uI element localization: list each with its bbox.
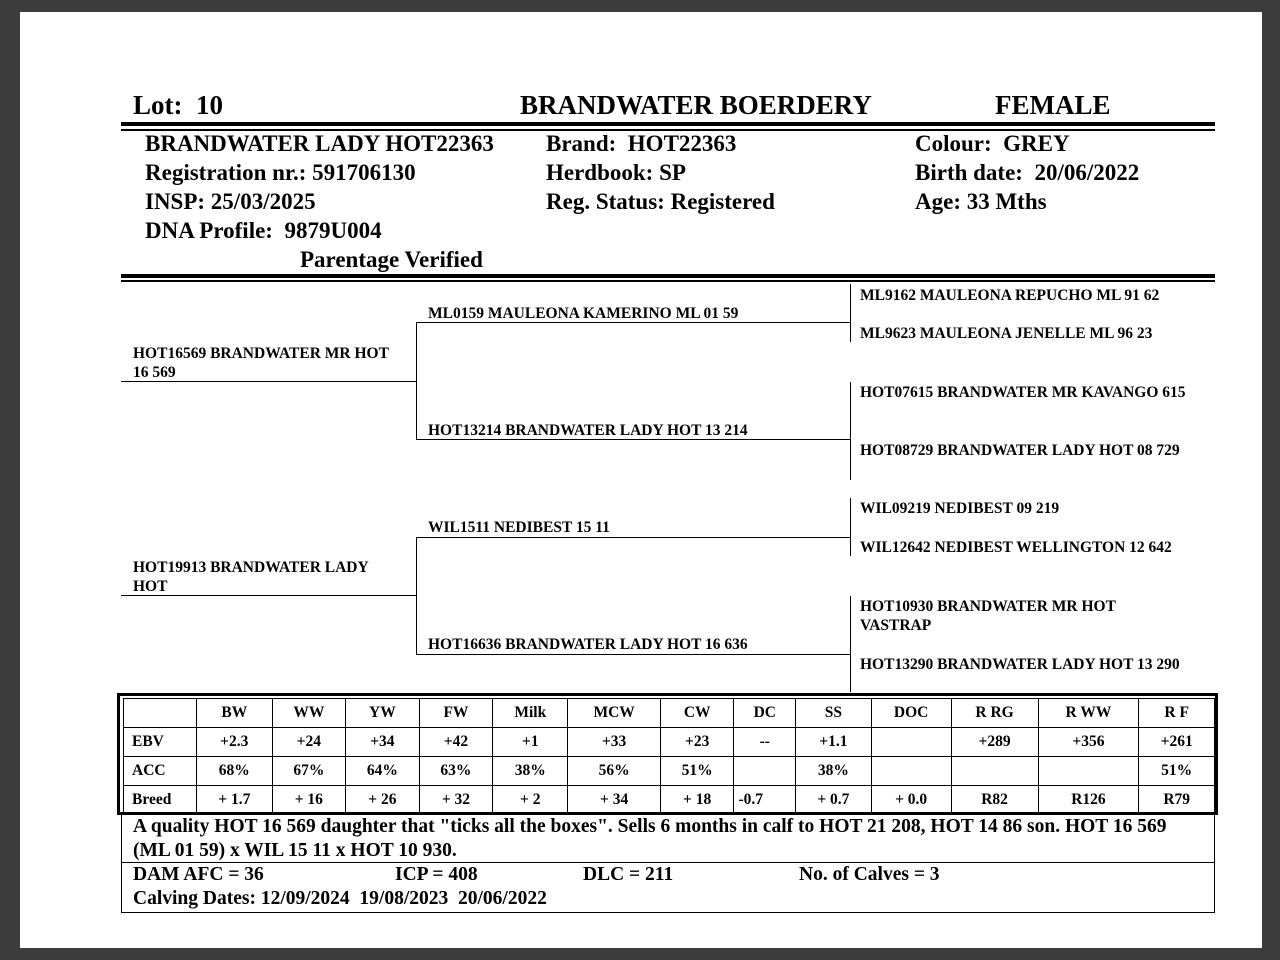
pedigree-ggp: HOT13290 BRANDWATER LADY HOT 13 290 (860, 656, 1180, 673)
table-cell: + 32 (419, 786, 493, 815)
column-header: R WW (1038, 699, 1139, 728)
header-rule (121, 122, 1215, 126)
table-cell: 67% (272, 757, 346, 786)
table-cell: +34 (346, 728, 420, 757)
ebv-table (123, 698, 1215, 815)
brand: Brand: HOT22363 (546, 131, 737, 156)
dam-bracket (416, 537, 417, 655)
dam-line (121, 595, 416, 596)
table-cell: +356 (1038, 728, 1139, 757)
ggp-bracket-2 (850, 382, 851, 480)
ggp-bracket-3 (850, 498, 851, 556)
pedigree-dam: HOT19913 BRANDWATER LADY HOT (133, 559, 369, 595)
table-cell: -- (734, 728, 796, 757)
table-cell: R82 (951, 786, 1038, 815)
table-cell: + 0.7 (796, 786, 872, 815)
column-header: WW (272, 699, 346, 728)
pedigree-dam-sire: WIL1511 NEDIBEST 15 11 (428, 519, 610, 536)
table-cell (1038, 757, 1139, 786)
sire-dam-line (416, 439, 850, 440)
row-label: EBV (124, 728, 197, 757)
table-cell: +1.1 (796, 728, 872, 757)
registration-number: Registration nr.: 591706130 (145, 160, 416, 185)
reg-status: Reg. Status: Registered (546, 189, 775, 214)
colour: Colour: GREY (915, 131, 1070, 156)
table-cell: +289 (951, 728, 1038, 757)
column-header: FW (419, 699, 493, 728)
pedigree-ggp: WIL12642 NEDIBEST WELLINGTON 12 642 (860, 539, 1172, 556)
table-cell (871, 728, 951, 757)
dna-profile: DNA Profile: 9879U004 (145, 218, 382, 243)
insp-date: INSP: 25/03/2025 (145, 189, 316, 214)
pedigree-sire-sire: ML0159 MAULEONA KAMERINO ML 01 59 (428, 305, 739, 322)
table-cell: +23 (660, 728, 734, 757)
table-cell: + 0.0 (871, 786, 951, 815)
table-cell (734, 757, 796, 786)
pedigree-ggp: ML9623 MAULEONA JENELLE ML 96 23 (860, 325, 1153, 342)
herdbook: Herdbook: SP (546, 160, 686, 185)
info-rule-thin (121, 280, 1215, 282)
table-cell: 51% (660, 757, 734, 786)
table-cell: + 1.7 (197, 786, 273, 815)
table-cell: 38% (796, 757, 872, 786)
pedigree-ggp: ML9162 MAULEONA REPUCHO ML 91 62 (860, 287, 1160, 304)
sex-label: FEMALE (995, 90, 1111, 120)
animal-name: BRANDWATER LADY HOT22363 (145, 131, 494, 156)
table-cell: + 2 (493, 786, 568, 815)
breeder-name: BRANDWATER BOERDERY (520, 90, 872, 120)
table-cell: R79 (1139, 786, 1215, 815)
catalogue-page (20, 12, 1262, 948)
sire-bracket (416, 322, 417, 440)
table-cell: -0.7 (734, 786, 796, 815)
sire-sire-line (416, 322, 850, 323)
column-header: YW (346, 699, 420, 728)
table-cell: + 34 (568, 786, 661, 815)
dlc: DLC = 211 (583, 864, 674, 885)
table-cell: +42 (419, 728, 493, 757)
table-cell (951, 757, 1038, 786)
lot-label: Lot: 10 (133, 90, 223, 120)
column-header: MCW (568, 699, 661, 728)
remarks-divider (121, 862, 1215, 863)
column-header: R RG (951, 699, 1038, 728)
ggp-bracket-4 (850, 596, 851, 692)
table-cell: +2.3 (197, 728, 273, 757)
table-cell: 51% (1139, 757, 1215, 786)
dam-dam-line (416, 654, 850, 655)
pedigree-ggp: WIL09219 NEDIBEST 09 219 (860, 500, 1060, 517)
sire-line (121, 381, 416, 382)
table-cell: 38% (493, 757, 568, 786)
dam-afc: DAM AFC = 36 (133, 864, 264, 885)
pedigree-ggp: HOT07615 BRANDWATER MR KAVANGO 615 (860, 384, 1186, 401)
pedigree-ggp: HOT08729 BRANDWATER LADY HOT 08 729 (860, 442, 1180, 459)
remarks-text: A quality HOT 16 569 daughter that "ticks all the boxes". Sells 6 months in calf to HOT 21 208, HOT 14 86 son. HOT 16 569 (ML 01 59) x WIL 15 11 x HOT 10 930. (133, 816, 1167, 861)
table-cell: +33 (568, 728, 661, 757)
table-cell: R126 (1038, 786, 1139, 815)
row-label: ACC (124, 757, 197, 786)
table-cell: 68% (197, 757, 273, 786)
table-cell: + 26 (346, 786, 420, 815)
number-of-calves: No. of Calves = 3 (799, 864, 940, 885)
column-header: R F (1139, 699, 1215, 728)
row-label: Breed (124, 786, 197, 815)
calving-dates: Calving Dates: 12/09/2024 19/08/2023 20/06/2022 (133, 888, 547, 909)
column-header: SS (796, 699, 872, 728)
column-header: CW (660, 699, 734, 728)
lot-number: 10 (196, 90, 223, 120)
ggp-bracket-1 (850, 284, 851, 342)
table-row (124, 728, 1215, 757)
pedigree-sire: HOT16569 BRANDWATER MR HOT 16 569 (133, 345, 389, 381)
info-rule (121, 274, 1215, 278)
pedigree-sire-dam: HOT13214 BRANDWATER LADY HOT 13 214 (428, 422, 748, 439)
birth-date: Birth date: 20/06/2022 (915, 160, 1140, 185)
table-cell: 63% (419, 757, 493, 786)
table-row (124, 786, 1215, 815)
column-header: DOC (871, 699, 951, 728)
pedigree-ggp: HOT10930 BRANDWATER MR HOT VASTRAP (860, 598, 1116, 634)
age: Age: 33 Mths (915, 189, 1047, 214)
column-header: Milk (493, 699, 568, 728)
icp: ICP = 408 (395, 864, 478, 885)
table-cell: + 16 (272, 786, 346, 815)
column-header: BW (197, 699, 273, 728)
table-cell (871, 757, 951, 786)
table-cell: 56% (568, 757, 661, 786)
table-cell: 64% (346, 757, 420, 786)
column-header: DC (734, 699, 796, 728)
table-cell: +1 (493, 728, 568, 757)
pedigree-dam-dam: HOT16636 BRANDWATER LADY HOT 16 636 (428, 636, 748, 653)
table-corner-cell (124, 699, 197, 728)
table-cell: +24 (272, 728, 346, 757)
table-row (124, 757, 1215, 786)
table-cell: +261 (1139, 728, 1215, 757)
table-cell: + 18 (660, 786, 734, 815)
parentage-status: Parentage Verified (300, 247, 483, 272)
ebv-header-row (124, 699, 1215, 728)
dam-sire-line (416, 537, 850, 538)
